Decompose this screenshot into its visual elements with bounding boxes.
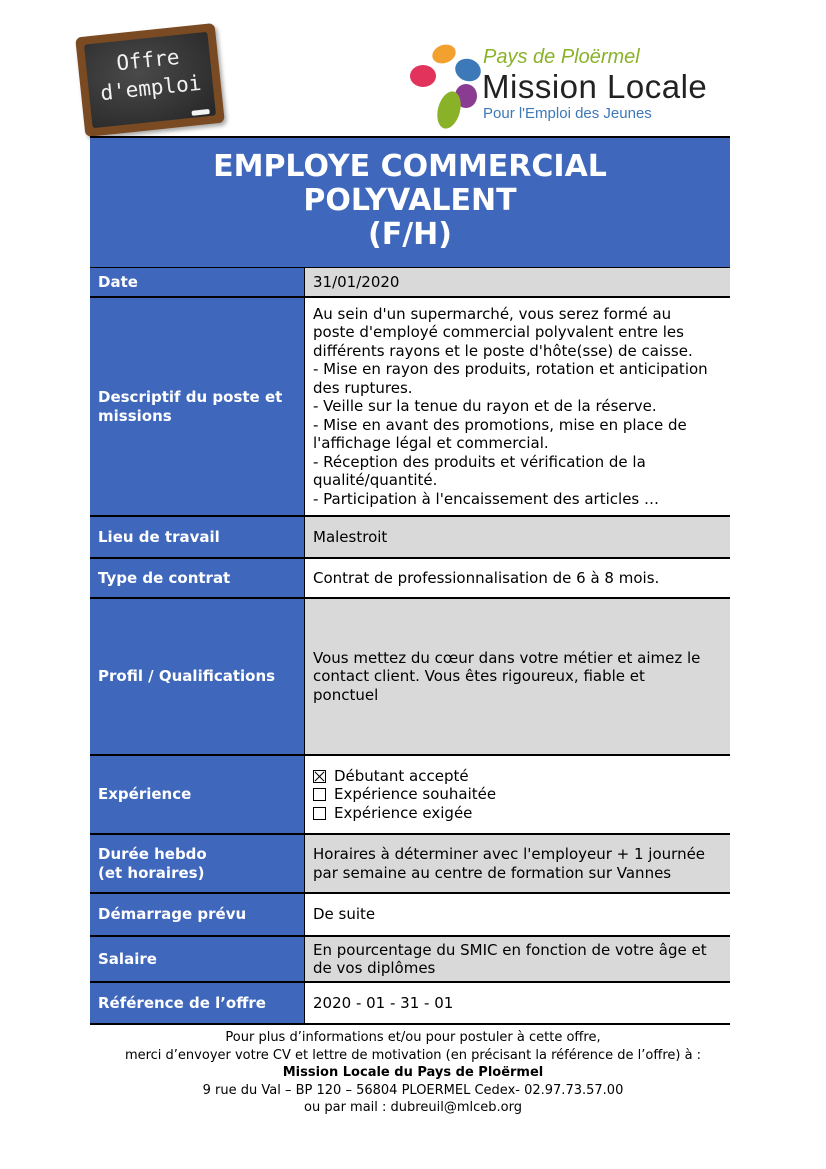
value-date: 31/01/2020 (305, 268, 730, 296)
descriptif-line: - Mise en rayon des produits, rotation et anticipation (313, 360, 708, 379)
job-title (90, 138, 730, 268)
descriptif-line: poste d'employé commercial polyvalent entre les (313, 323, 684, 342)
descriptif-line: - Participation à l'encaissement des articles … (313, 489, 660, 508)
descriptif-line: des ruptures. (313, 378, 413, 397)
row-contrat (90, 559, 730, 599)
logo-subtitle: Pays de Ploërmel (483, 46, 640, 68)
salaire-line: de vos diplômes (313, 959, 436, 977)
footer-line2: merci d’envoyer votre CV et lettre de motivation (en précisant la référence de l’offre) à : (124, 1047, 702, 1063)
row-duree (90, 835, 730, 894)
value-descriptif (305, 298, 730, 515)
row-lieu (90, 517, 730, 559)
duree-line: Horaires à déterminer avec l'employeur + 1 journée (313, 845, 706, 863)
value-experience (305, 756, 730, 833)
value-profil (305, 599, 730, 754)
value-lieu: Malestroit (305, 517, 730, 557)
value-reference: 2020 - 01 - 31 - 01 (305, 983, 730, 1023)
label-duree-line2: (et horaires) (98, 863, 205, 882)
option-label: Expérience souhaitée (334, 785, 497, 804)
label-descriptif: Descriptif du poste et missions (90, 298, 305, 515)
descriptif-line: Au sein d'un supermarché, vous serez formé au (313, 304, 672, 323)
option-label: Expérience exigée (334, 803, 473, 822)
row-experience (90, 756, 730, 835)
offre-emploi-badge (75, 23, 225, 137)
badge-line2: d'emploi (99, 70, 203, 106)
value-contrat: Contrat de professionnalisation de 6 à 8 mois. (305, 559, 730, 597)
footer-address: 9 rue du Val – BP 120 – 56804 PLOERMEL Cedex- 02.97.73.57.00 (202, 1082, 624, 1098)
badge-line1: Offre (115, 44, 181, 76)
label-experience: Expérience (90, 756, 305, 833)
label-salaire: Salaire (90, 937, 305, 981)
logo-tagline: Pour l'Emploi des Jeunes (483, 105, 652, 122)
row-profil (90, 599, 730, 756)
descriptif-line: - Mise en avant des promotions, mise en place de (313, 415, 687, 434)
value-duree (305, 835, 730, 892)
row-date (90, 268, 730, 298)
job-title-line1: EMPLOYE COMMERCIAL (213, 149, 607, 184)
job-title-line2: POLYVALENT (303, 183, 517, 218)
profil-line: contact client. Vous êtes rigoureux, fiable et (313, 667, 645, 686)
label-reference: Référence de l’offre (90, 983, 305, 1023)
option-label: Débutant accepté (334, 766, 469, 785)
descriptif-line: qualité/quantité. (313, 471, 438, 490)
label-lieu: Lieu de travail (90, 517, 305, 557)
job-title-line3: (F/H) (368, 217, 452, 252)
logo-title: Mission Locale (482, 68, 708, 105)
label-date: Date (90, 268, 305, 296)
label-contrat: Type de contrat (90, 559, 305, 597)
footer-line1: Pour plus d’informations et/ou pour postuler à cette offre, (225, 1030, 601, 1045)
footer-email[interactable]: ou par mail : dubreuil@mlceb.org (304, 1100, 522, 1115)
experience-option[interactable] (313, 767, 496, 786)
label-duree (90, 835, 305, 892)
mission-locale-logo-icon (406, 40, 486, 132)
experience-option[interactable] (313, 785, 496, 804)
checkbox-exigee[interactable] (313, 807, 326, 820)
descriptif-line: différents rayons et le poste d'hôte(sse) de caisse. (313, 341, 693, 360)
label-duree-line1: Durée hebdo (98, 844, 207, 863)
checkbox-souhaitee[interactable] (313, 788, 326, 801)
profil-line: ponctuel (313, 685, 379, 704)
row-reference (90, 983, 730, 1023)
salaire-line: En pourcentage du SMIC en fonction de votre âge et (313, 940, 707, 959)
row-salaire (90, 937, 730, 983)
row-descriptif (90, 298, 730, 517)
offer-table (90, 136, 730, 1025)
duree-line: par semaine au centre de formation sur Vannes (313, 863, 672, 882)
value-salaire (305, 937, 730, 981)
value-demarrage: De suite (305, 894, 730, 935)
experience-option[interactable] (313, 804, 496, 823)
profil-line: Vous mettez du cœur dans votre métier et aimez le (313, 648, 701, 667)
label-profil: Profil / Qualifications (90, 599, 305, 754)
label-demarrage: Démarrage prévu (90, 894, 305, 935)
row-demarrage (90, 894, 730, 937)
descriptif-line: - Réception des produits et vérification de la (313, 452, 646, 471)
contact-footer (0, 1029, 826, 1117)
footer-organization: Mission Locale du Pays de Ploërmel (282, 1065, 544, 1080)
descriptif-line: - Veille sur la tenue du rayon et de la réserve. (313, 397, 657, 416)
checkbox-debutant[interactable] (313, 770, 326, 783)
descriptif-line: l'affichage légal et commercial. (313, 434, 549, 453)
